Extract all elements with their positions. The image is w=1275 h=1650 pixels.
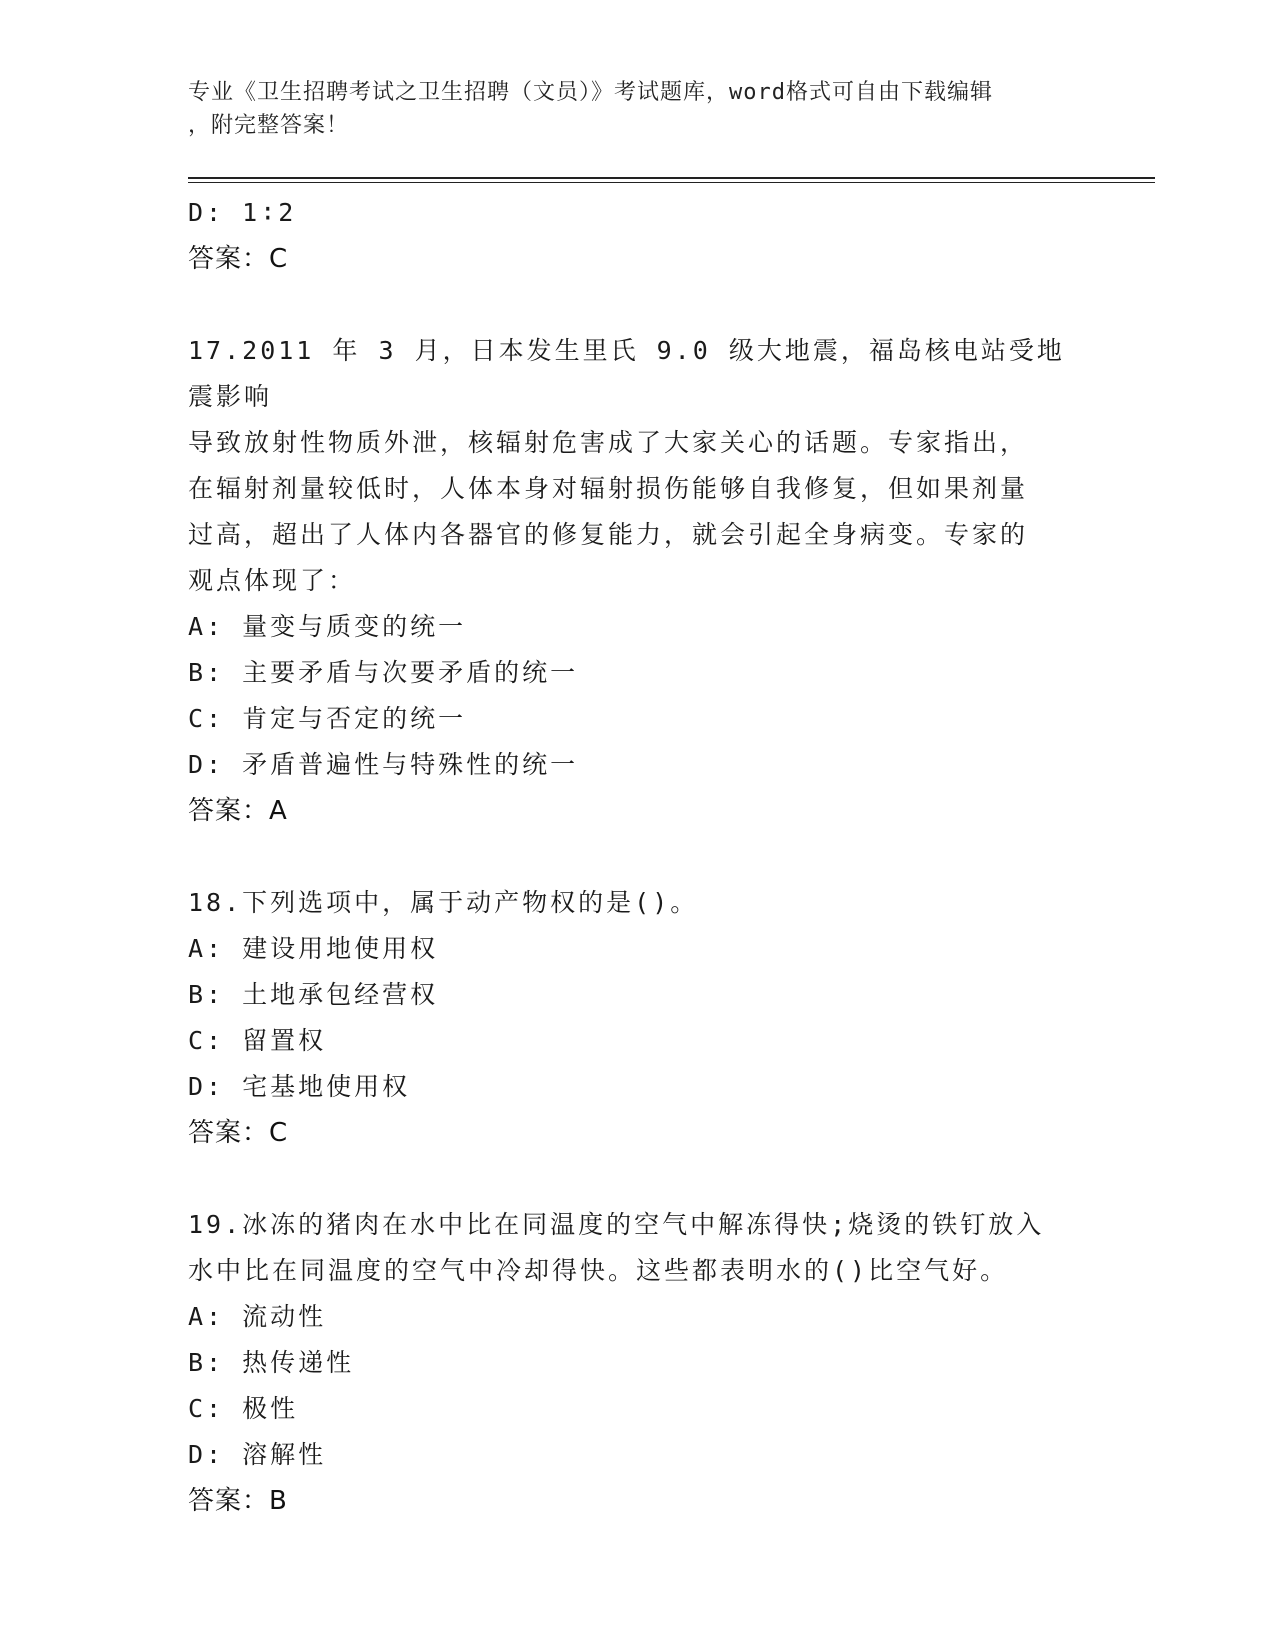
option-c: C: 留置权	[188, 1026, 327, 1055]
header-divider-thin	[188, 182, 1155, 183]
previous-question-tail	[188, 190, 1088, 282]
answer-line: 答案：C	[188, 244, 289, 274]
question-stem-line: 在辐射剂量较低时，人体本身对辐射损伤能够自我修复，但如果剂量	[188, 474, 1029, 503]
option-d: D: 矛盾普遍性与特殊性的统一	[188, 750, 579, 779]
spacer	[188, 834, 1088, 880]
header-line-1: 专业《卫生招聘考试之卫生招聘（文员）》考试题库，word格式可自由下载编辑	[188, 80, 993, 105]
option-d: D: 溶解性	[188, 1440, 327, 1469]
question-stem-line: 水中比在同温度的空气中冷却得快。这些都表明水的()比空气好。	[188, 1256, 1009, 1285]
question-17	[188, 328, 1088, 834]
answer-line: 答案：A	[188, 796, 288, 826]
option-a: A: 建设用地使用权	[188, 934, 439, 963]
spacer	[188, 1156, 1088, 1202]
document-header	[188, 76, 1068, 142]
option-b: B: 主要矛盾与次要矛盾的统一	[188, 658, 579, 687]
spacer	[188, 282, 1088, 328]
question-content	[188, 190, 1088, 1524]
answer-line: 答案：C	[188, 1118, 289, 1148]
option-a: A: 流动性	[188, 1302, 327, 1331]
option-d: D: 宅基地使用权	[188, 1072, 411, 1101]
question-stem-line: 导致放射性物质外泄，核辐射危害成了大家关心的话题。专家指出，	[188, 428, 1029, 457]
option-b: B: 热传递性	[188, 1348, 355, 1377]
question-18	[188, 880, 1088, 1156]
option-a: A: 量变与质变的统一	[188, 612, 467, 641]
question-stem-line: 观点体现了：	[188, 566, 357, 595]
question-stem-line: 19.冰冻的猪肉在水中比在同温度的空气中解冻得快;烧烫的铁钉放入	[188, 1210, 1045, 1239]
option-c: C: 极性	[188, 1394, 299, 1423]
question-19	[188, 1202, 1088, 1524]
option-c: C: 肯定与否定的统一	[188, 704, 467, 733]
question-stem-line: 18.下列选项中，属于动产物权的是()。	[188, 888, 699, 917]
question-stem-line: 17.2011 年 3 月，日本发生里氏 9.0 级大地震，福岛核电站受地震影响	[188, 336, 1065, 411]
answer-line: 答案：B	[188, 1486, 288, 1516]
option-b: B: 土地承包经营权	[188, 980, 439, 1009]
header-divider-thick	[188, 177, 1155, 179]
question-stem-line: 过高，超出了人体内各器官的修复能力，就会引起全身病变。专家的	[188, 520, 1029, 549]
header-line-2: ，附完整答案！	[188, 113, 350, 138]
option-d: D: 1∶2	[188, 198, 297, 227]
